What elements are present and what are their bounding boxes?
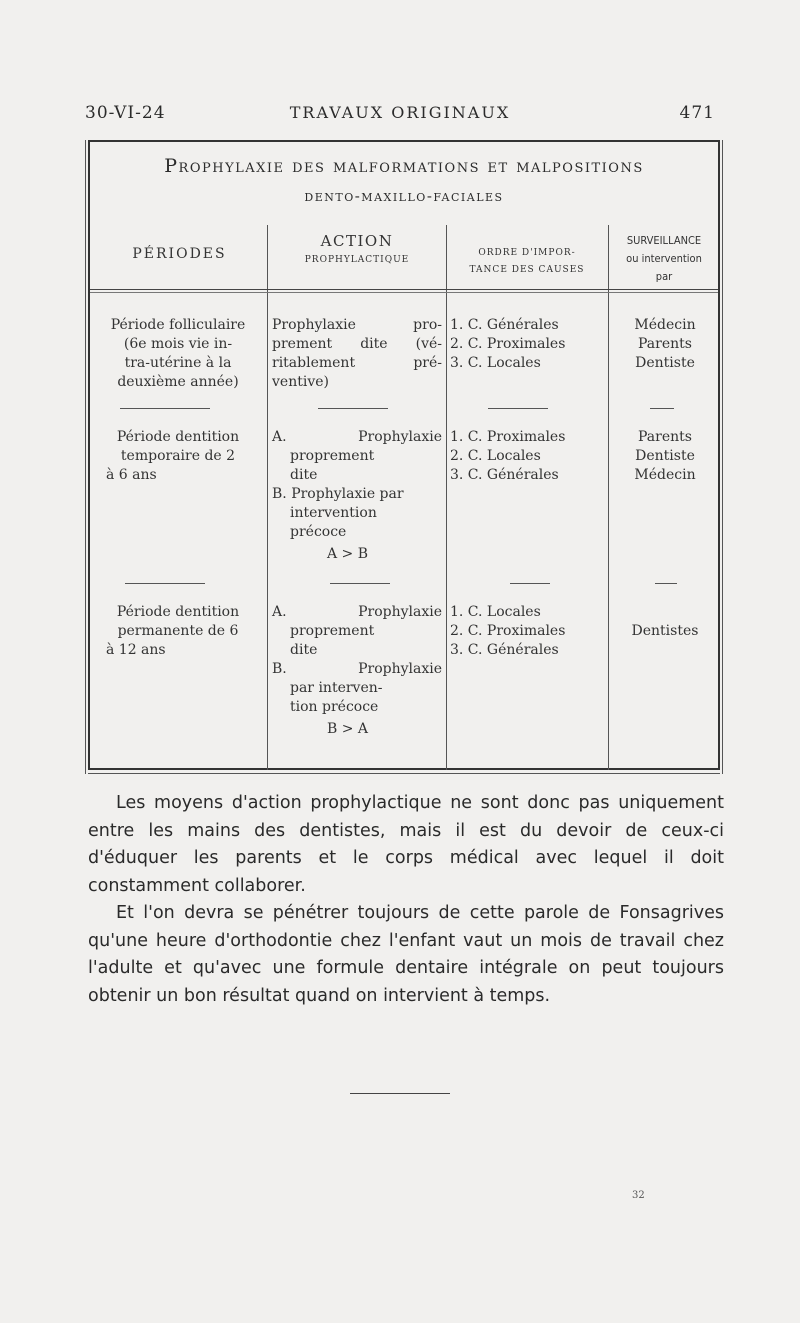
- row-3-causes: [450, 603, 608, 660]
- cell-line: Dentistes: [631, 623, 699, 639]
- cell-line: à 12 ans: [106, 642, 166, 658]
- cell-line: 1. C. Proximales: [450, 429, 566, 445]
- row-3-surveillance: [612, 622, 718, 641]
- table-subtitle: dento-maxillo-faciales: [304, 187, 504, 205]
- column-header-periodes: PÉRIODES: [132, 246, 227, 262]
- column-header-surveillance: [609, 232, 719, 286]
- cell-line: A > B: [327, 546, 369, 562]
- cell-line: Dentiste: [635, 355, 695, 371]
- cell-line: (6e mois vie in-: [123, 336, 233, 352]
- cell-line: 1. C. Générales: [450, 317, 559, 333]
- column-header-ordre-line: TANCE DES CAUSES: [469, 265, 585, 275]
- table-title: Prophylaxie des malformations et malpositions: [164, 155, 644, 177]
- cell-line: B > A: [327, 721, 369, 737]
- cell-line: tion précoce: [290, 699, 379, 715]
- cell-line: 2. C. Proximales: [450, 623, 566, 639]
- row-1-surveillance: [612, 316, 718, 373]
- row-separator: [125, 583, 205, 584]
- cell-line: B. Prophylaxie: [272, 661, 442, 677]
- table-frame-left-rule: [85, 140, 86, 774]
- paragraph: Et l'on devra se pénétrer toujours de cette parole de Fonsagrives qu'une heure d'orthodontie chez l'enfant vaut un mois de travail chez l'adulte et qu'avec une formule dentaire intégrale on peut toujours obtenir un bon résultat quand on intervient à temps.: [88, 903, 724, 1006]
- row-2-action: [272, 428, 442, 564]
- row-separator: [318, 408, 388, 409]
- cell-line: proprement: [290, 623, 375, 639]
- closing-rule: [350, 1093, 450, 1094]
- cell-line: 2. C. Locales: [450, 448, 541, 464]
- column-header-action-sub: PROPHYLACTIQUE: [304, 255, 410, 265]
- cell-line: ritablement pré-: [272, 355, 442, 371]
- cell-line: Médecin: [634, 467, 696, 483]
- cell-line: 3. C. Locales: [450, 355, 541, 371]
- cell-line: à 6 ans: [106, 467, 157, 483]
- cell-line: précoce: [290, 524, 347, 540]
- header-rule: [90, 292, 718, 293]
- cell-line: permanente de 6: [117, 623, 239, 639]
- cell-line: tra-utérine à la: [124, 355, 232, 371]
- paragraph: Les moyens d'action prophylactique ne sont donc pas uniquement entre les mains des dentistes, mais il est du devoir de ceux-ci d'éduquer les parents et le corps médical avec lequel il doit constamment collaborer.: [88, 793, 724, 896]
- page-number: 471: [679, 103, 715, 123]
- row-separator: [655, 583, 677, 584]
- column-divider: [267, 225, 268, 770]
- cell-line: intervention: [290, 505, 377, 521]
- row-separator: [510, 583, 550, 584]
- cell-line: Période dentition: [116, 429, 240, 445]
- running-head-title: TRAVAUX ORIGINAUX: [289, 103, 511, 122]
- row-separator: [120, 408, 210, 409]
- cell-line: dite: [290, 467, 318, 483]
- row-1-periode: [92, 316, 264, 392]
- cell-line: A. Prophylaxie: [272, 429, 442, 445]
- cell-line: par interven-: [290, 680, 383, 696]
- cell-line: deuxième année): [117, 374, 239, 390]
- column-header-surveillance-line: ou intervention: [626, 252, 702, 265]
- table-frame-right-rule: [722, 140, 723, 774]
- column-divider: [446, 225, 447, 770]
- row-3-periode: [92, 603, 264, 660]
- row-separator: [488, 408, 548, 409]
- cell-line: Parents: [638, 429, 692, 445]
- row-1-action: [272, 316, 442, 392]
- column-header-action: [268, 232, 446, 265]
- cell-line: Période dentition: [116, 604, 240, 620]
- column-header-action-label: ACTION: [320, 232, 394, 250]
- cell-line: B. Prophylaxie par: [272, 486, 404, 502]
- column-divider: [608, 225, 609, 770]
- cell-line: proprement: [290, 448, 375, 464]
- row-3-action: [272, 603, 442, 739]
- body-text: [88, 790, 724, 1010]
- column-header-surveillance-line: par: [655, 270, 673, 283]
- cell-line: Période folliculaire: [110, 317, 246, 333]
- cell-line: Prophylaxie pro-: [272, 317, 442, 333]
- row-separator: [330, 583, 390, 584]
- column-header-surveillance-line: SURVEILLANCE: [626, 234, 702, 247]
- column-header-ordre: [447, 245, 607, 279]
- signature-mark: 32: [632, 1190, 645, 1201]
- cell-line: Dentiste: [635, 448, 695, 464]
- cell-line: prement dite (vé-: [272, 336, 442, 352]
- row-2-periode: [92, 428, 264, 485]
- cell-line: A. Prophylaxie: [272, 604, 442, 620]
- table-frame-bottom-rule: [88, 773, 720, 774]
- cell-line: 1. C. Locales: [450, 604, 541, 620]
- cell-line: temporaire de 2: [120, 448, 236, 464]
- cell-line: 3. C. Générales: [450, 642, 559, 658]
- header-rule: [90, 289, 718, 290]
- cell-line: 3. C. Générales: [450, 467, 559, 483]
- running-head-date: 30-VI-24: [85, 103, 166, 123]
- row-2-causes: [450, 428, 608, 485]
- row-separator: [650, 408, 674, 409]
- cell-line: Médecin: [634, 317, 696, 333]
- column-header-ordre-line: ORDRE D'IMPOR-: [478, 248, 576, 258]
- cell-line: dite: [290, 642, 318, 658]
- cell-line: 2. C. Proximales: [450, 336, 566, 352]
- cell-line: Parents: [638, 336, 692, 352]
- row-2-surveillance: [612, 428, 718, 485]
- cell-line: ventive): [272, 374, 329, 390]
- row-1-causes: [450, 316, 608, 373]
